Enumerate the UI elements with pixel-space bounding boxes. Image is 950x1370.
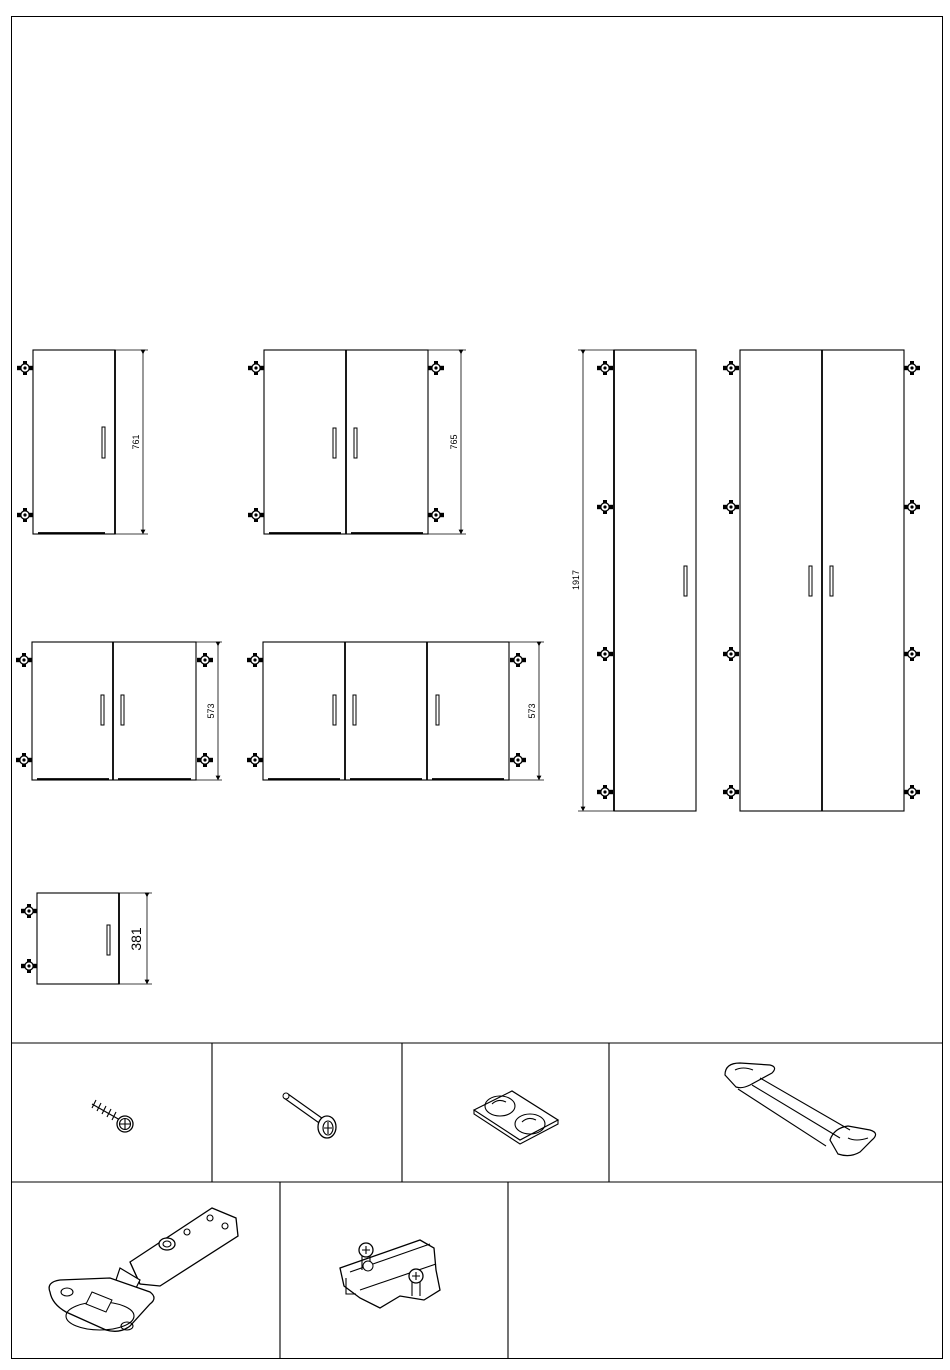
cabinet-tall-single	[571, 350, 696, 811]
height-label-1917: 1917	[571, 569, 581, 591]
adhesive-pad-icon	[474, 1091, 558, 1144]
cabinet-triple-low	[247, 642, 544, 780]
parts-grid	[11, 1043, 943, 1359]
height-label-381: 381	[128, 927, 144, 951]
height-label-573-b: 573	[527, 703, 537, 719]
handle-icon	[725, 1063, 876, 1156]
concealed-hinge-icon	[49, 1208, 238, 1331]
mounting-plate-icon	[340, 1240, 440, 1308]
cabinet-double-upper	[248, 350, 466, 534]
height-label-761: 761	[131, 434, 141, 450]
cam-bolt-icon	[283, 1093, 336, 1138]
cabinet-single-upper	[17, 350, 148, 534]
height-label-573-a: 573	[206, 703, 216, 719]
cabinet-small	[21, 893, 152, 984]
screw-icon	[92, 1100, 133, 1132]
height-label-765: 765	[449, 434, 459, 450]
cabinet-double-low	[16, 642, 222, 780]
cabinet-tall-double	[723, 350, 920, 811]
